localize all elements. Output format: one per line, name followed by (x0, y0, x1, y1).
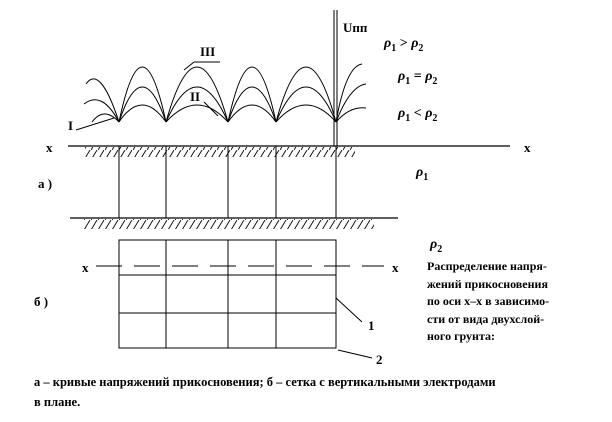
axis-x-right-label: x (524, 140, 531, 155)
layer-upper-label: $\rho_1$ (416, 165, 429, 183)
curve-II-label: II (190, 89, 201, 104)
layer-boundary-hatch (84, 219, 374, 229)
curve-II (84, 84, 366, 122)
axis-x-left-label: x (46, 140, 53, 155)
curve-I-label: I (68, 118, 74, 133)
panel-b (34, 240, 399, 367)
legend-greater: $\rho_1 > \rho_2$ (384, 36, 424, 54)
curve-I-leader (76, 118, 114, 130)
layer-lower-label: $\rho_2$ (430, 237, 443, 255)
panel-a (38, 10, 531, 255)
curve-III-leader-tail (184, 62, 194, 70)
legend-less: $\rho_1 < \rho_2$ (398, 106, 438, 124)
panel-b-label: б ) (34, 294, 49, 309)
grid-outline (119, 240, 336, 348)
callout-1-label: 1 (368, 318, 375, 333)
callout-1-leader (336, 298, 362, 322)
side-caption: Распределение напря- жений прикосновения по оси x–x в зависимо- сти от вида двухслой- ного грунта: (427, 259, 550, 343)
bottom-caption: а – кривые напряжений прикосновения; б – сетка с вертикальными электродами в плане. (34, 375, 496, 409)
plan-axis-x-right-label: x (392, 260, 399, 275)
panel-a-label: а ) (38, 176, 53, 191)
callout-2-leader (338, 350, 372, 358)
callout-2-label: 2 (376, 352, 383, 367)
u-axis-label: Uпп (343, 20, 368, 35)
plan-axis-x-left-label: x (82, 260, 89, 275)
legend-equal: $\rho_1 = \rho_2$ (398, 69, 438, 87)
curve-II-leader (204, 102, 218, 116)
curve-III-label: III (200, 44, 216, 59)
ground-surface-hatch (85, 147, 355, 157)
